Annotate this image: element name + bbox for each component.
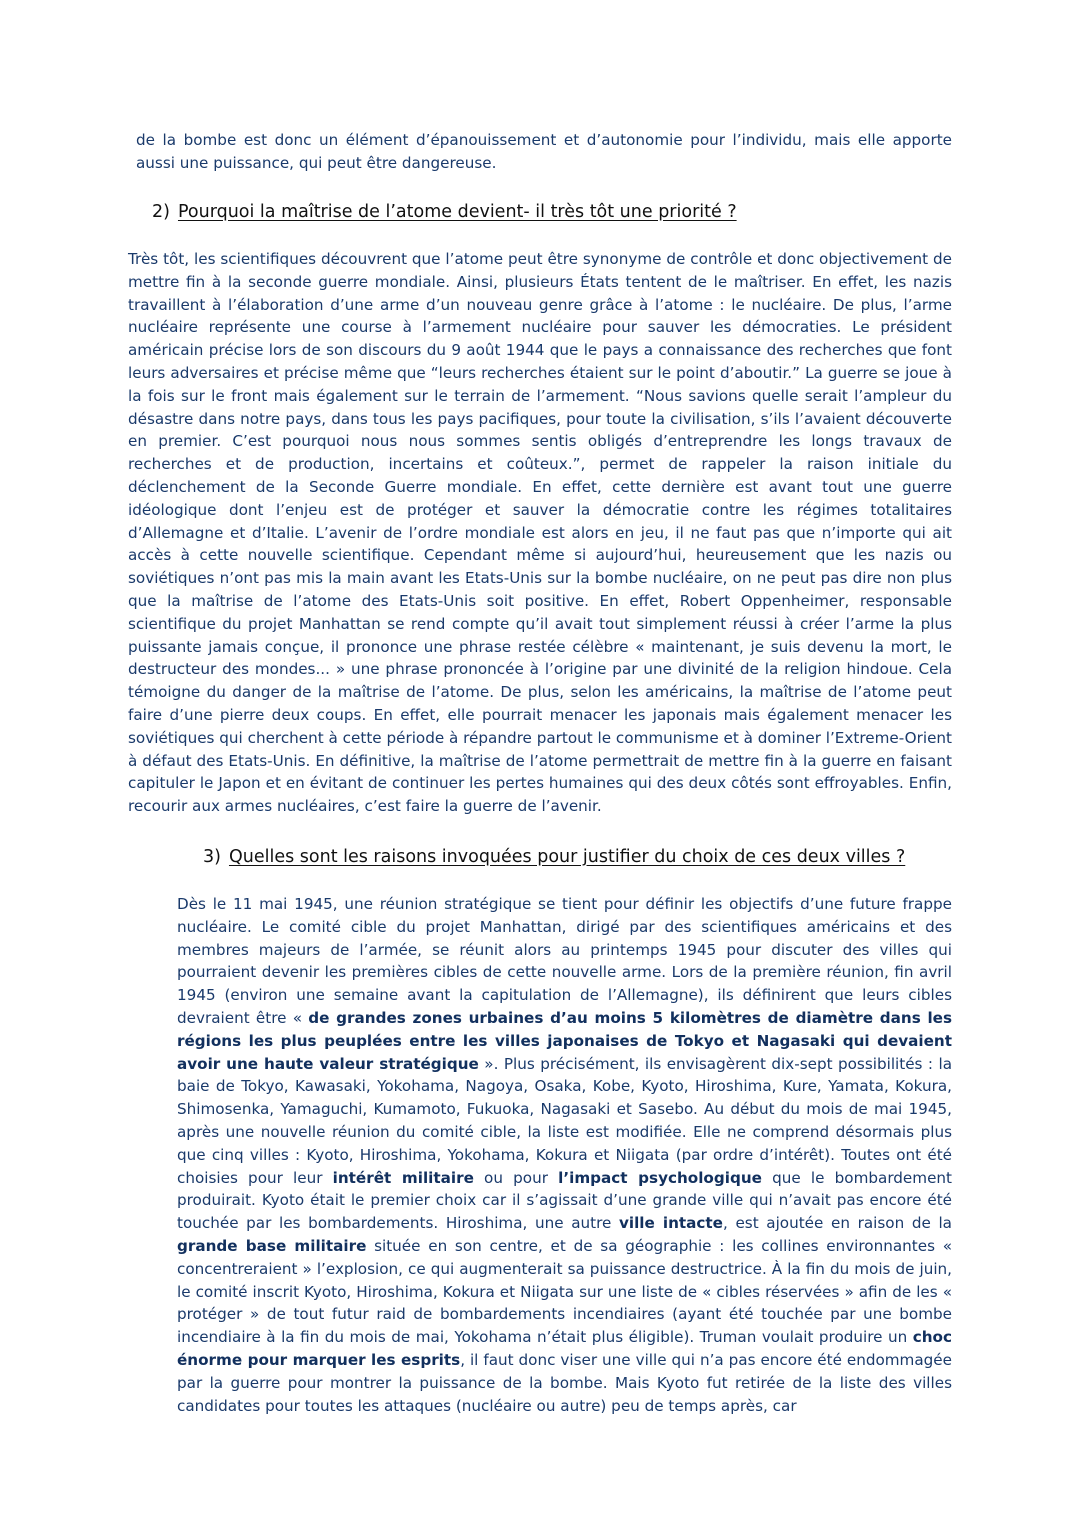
bold-phrase: intérêt militaire bbox=[332, 1168, 474, 1187]
bold-phrase: grande base militaire bbox=[177, 1236, 367, 1255]
text-segment: ». Plus précisément, ils envisagèrent dix-sept possibilités : la baie de Tokyo, Kawasaki, Yokohama, Nagoya, Osaka, Kobe, Kyoto, Hiroshima, Kure, Yamata, Kokura, Shimosenka, Yamaguchi, Kumamoto, Fukuoka, Nagasaki et Sasebo. Au début du mois de mai 1945, après une nouvelle réunion du comité cible, la liste est modifiée. Elle ne comprend désormais plus que cinq villes : Kyoto, Hiroshima, Yokohama, Kokura et Niigata (par ordre d’intérêt). Toutes ont été choisies pour leur bbox=[177, 1054, 952, 1187]
text-segment: , il faut donc viser une ville qui n’a pas encore été endommagée par la guerre pour montrer la puissance de la bombe. Mais Kyoto fut retirée de la liste des villes candidates pour toutes les attaques (nucléaire ou autre) peu de temps après, car bbox=[177, 1350, 952, 1415]
intro-paragraph: de la bombe est donc un élément d’épanouissement et d’autonomie pour l’individu, mais elle apporte aussi une puissance, qui peut être dangereuse. bbox=[136, 131, 952, 172]
text-segment: Dès le 11 mai 1945, une réunion stratégique se tient pour définir les objectifs d’une future frappe nucléaire. Le comité cible du projet Manhattan, dirigé par des scientifiques américains et des membres majeurs de l’armée, se réunit alors au printemps 1945 pour discuter des villes qui pourraient devenir les premières cibles de cette nouvelle arme. Lors de la première réunion, fin avril 1945 (environ une semaine avant la capitulation de l’Allemagne), ils définirent que leurs cibles devraient être « bbox=[177, 895, 952, 1027]
section-3-title: Quelles sont les raisons invoquées pour justifier du choix de ces deux villes ? bbox=[228, 847, 906, 867]
bold-phrase: choc énorme pour marquer les esprits bbox=[177, 1328, 952, 1369]
text-segment: située en son centre, et de sa géographie : les collines environnantes « concentreraient » l’explosion, ce qui augmenterait sa puissance destructrice. À la fin du mois de juin, le comité inscrit Kyoto, Hiroshima, Kokura et Niigata sur une liste de « cibles réservées » afin de les « protéger » de tout futur raid de bombardements incendiaires (ayant été touchée par une bombe incendiaire à la fin du mois de mai, Yokohama n’était plus éligible). Truman voulait produire un bbox=[177, 1236, 952, 1347]
section-2-number: 2) bbox=[152, 202, 170, 222]
section-2-title: Pourquoi la maîtrise de l’atome devient- il très tôt une priorité ? bbox=[177, 202, 737, 222]
section-3-number: 3) bbox=[203, 847, 221, 867]
bold-phrase: de grandes zones urbaines d’au moins 5 kilomètres de diamètre dans les régions les plus peuplées entre les villes japonaises de Tokyo et Nagasaki qui devaient avoir une haute valeur stratégique bbox=[177, 1008, 952, 1073]
bold-phrase: l’impact psychologique bbox=[558, 1168, 762, 1187]
section-3-heading bbox=[203, 845, 905, 869]
bold-phrase: ville intacte bbox=[618, 1214, 723, 1233]
text-segment: que le bombardement produirait. Kyoto était le premier choix car il s’agissait d’une grande ville qui n’avait pas encore été touchée par les bombardements. Hiroshima, une autre bbox=[177, 1168, 952, 1233]
section-2-heading bbox=[152, 200, 737, 224]
text-segment: , est ajoutée en raison de la bbox=[722, 1214, 952, 1233]
section-3-paragraph bbox=[177, 893, 952, 1417]
text-segment: ou pour bbox=[473, 1168, 559, 1187]
section-2-paragraph: Très tôt, les scientifiques découvrent que l’atome peut être synonyme de contrôle et donc objectivement de mettre fin à la seconde guerre mondiale. Ainsi, plusieurs États tentent de le maîtriser. En effet, les nazis travaillent à l’élaboration d’une arme d’un nouveau genre grâce à l’atome : le nucléaire. De plus, l’arme nucléaire représente une course à l’armement nucléaire pour sauver les démocraties. Le président américain précise lors de son discours du 9 août 1944 que le pays a connaissance des recherches que font leurs adversaires et précise même que “leurs recherches étaient sur le point d’aboutir.” La guerre se joue à la fois sur le front mais également sur le terrain de l’armement. “Nous savions quelle serait l’ampleur du désastre dans notre pays, dans tous les pays pacifiques, pour toute la civilisation, s’ils l’avaient découverte en premier. C’est pourquoi nous nous sommes sentis obligés d’entreprendre les longs travaux de recherches et de production, incertains et coûteux.”, permet de rappeler la raison initiale du déclenchement de la Seconde Guerre mondiale. En effet, cette dernière est avant tout une guerre idéologique dont l’enjeu est de protéger et sauver la démocratie contre les régimes totalitaires d’Allemagne et d’Italie. L’avenir de l’ordre mondiale est alors en jeu, il ne faut pas que n’importe qui ait accès à cette nouvelle scientifique. Cependant même si aujourd’hui, heureusement que les nazis ou soviétiques n’ont pas mis la main avant les Etats-Unis sur la bombe nucléaire, on ne peut pas dire non plus que la maîtrise de l’atome des Etats-Unis soit positive. En effet, Robert Oppenheimer, responsable scientifique du projet Manhattan se rend compte qu’il avait tout simplement réussi à créer l’arme la plus puissante jamais conçue, il prononce une phrase restée célèbre « maintenant, je suis devenu la mort, le destructeur des mondes... » une phrase prononcée à l’origine par une divinité de la religion hindoue. Cela témoigne du danger de la maîtrise de l’atome. De plus, selon les américains, la maîtrise de l’atome peut faire d’une pierre deux coups. En effet, elle pourrait menacer les japonais mais également menacer les soviétiques qui cherchent à cette période à répandre partout le communisme et à dominer l’Extreme-Orient à défaut des Etats-Unis. En définitive, la maîtrise de l’atome permettrait de mettre fin à la guerre en faisant capituler le Japon et en évitant de continuer les pertes humaines qui des deux côtés sont effroyables. Enfin, recourir aux armes nucléaires, c’est faire la guerre de l’avenir. bbox=[128, 250, 952, 816]
